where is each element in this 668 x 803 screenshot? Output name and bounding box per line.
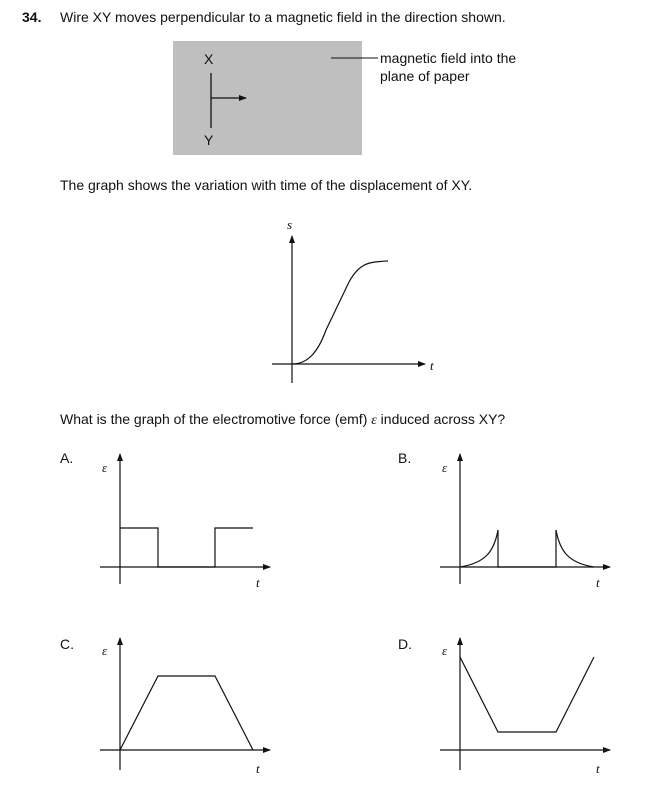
- displacement-curve: [292, 261, 388, 364]
- graph-intro: The graph shows the variation with time of the displacement of XY.: [60, 177, 473, 193]
- option-d-y-label: ε: [442, 643, 448, 658]
- question-number: 34.: [22, 9, 42, 25]
- wire-label-y: Y: [204, 132, 214, 148]
- option-d-curve: [460, 657, 594, 732]
- option-c-x-label: t: [256, 761, 260, 776]
- field-label-line2: plane of paper: [380, 68, 470, 84]
- option-d-x-label: t: [596, 761, 600, 776]
- t-axis-label: t: [430, 358, 434, 373]
- option-b-letter: B.: [398, 450, 412, 466]
- option-b-curve: [460, 530, 594, 567]
- field-label-line1: magnetic field into the: [380, 50, 517, 66]
- option-c-letter: C.: [60, 636, 74, 652]
- option-b-y-label: ε: [442, 460, 448, 475]
- option-d-letter: D.: [398, 636, 412, 652]
- question-prompt: What is the graph of the electromotive force (emf) ε induced across XY?: [60, 411, 506, 428]
- option-c-curve: [120, 676, 253, 750]
- option-a-x-label: t: [256, 575, 260, 590]
- wire-label-x: X: [204, 51, 214, 67]
- option-c-y-label: ε: [102, 643, 108, 658]
- option-b-x-label: t: [596, 575, 600, 590]
- option-a-curve: [120, 528, 253, 567]
- question-stem: Wire XY moves perpendicular to a magnetic field in the direction shown.: [60, 9, 506, 25]
- s-axis-label: s: [287, 217, 293, 232]
- option-a-letter: A.: [60, 450, 74, 466]
- option-a-y-label: ε: [102, 460, 108, 475]
